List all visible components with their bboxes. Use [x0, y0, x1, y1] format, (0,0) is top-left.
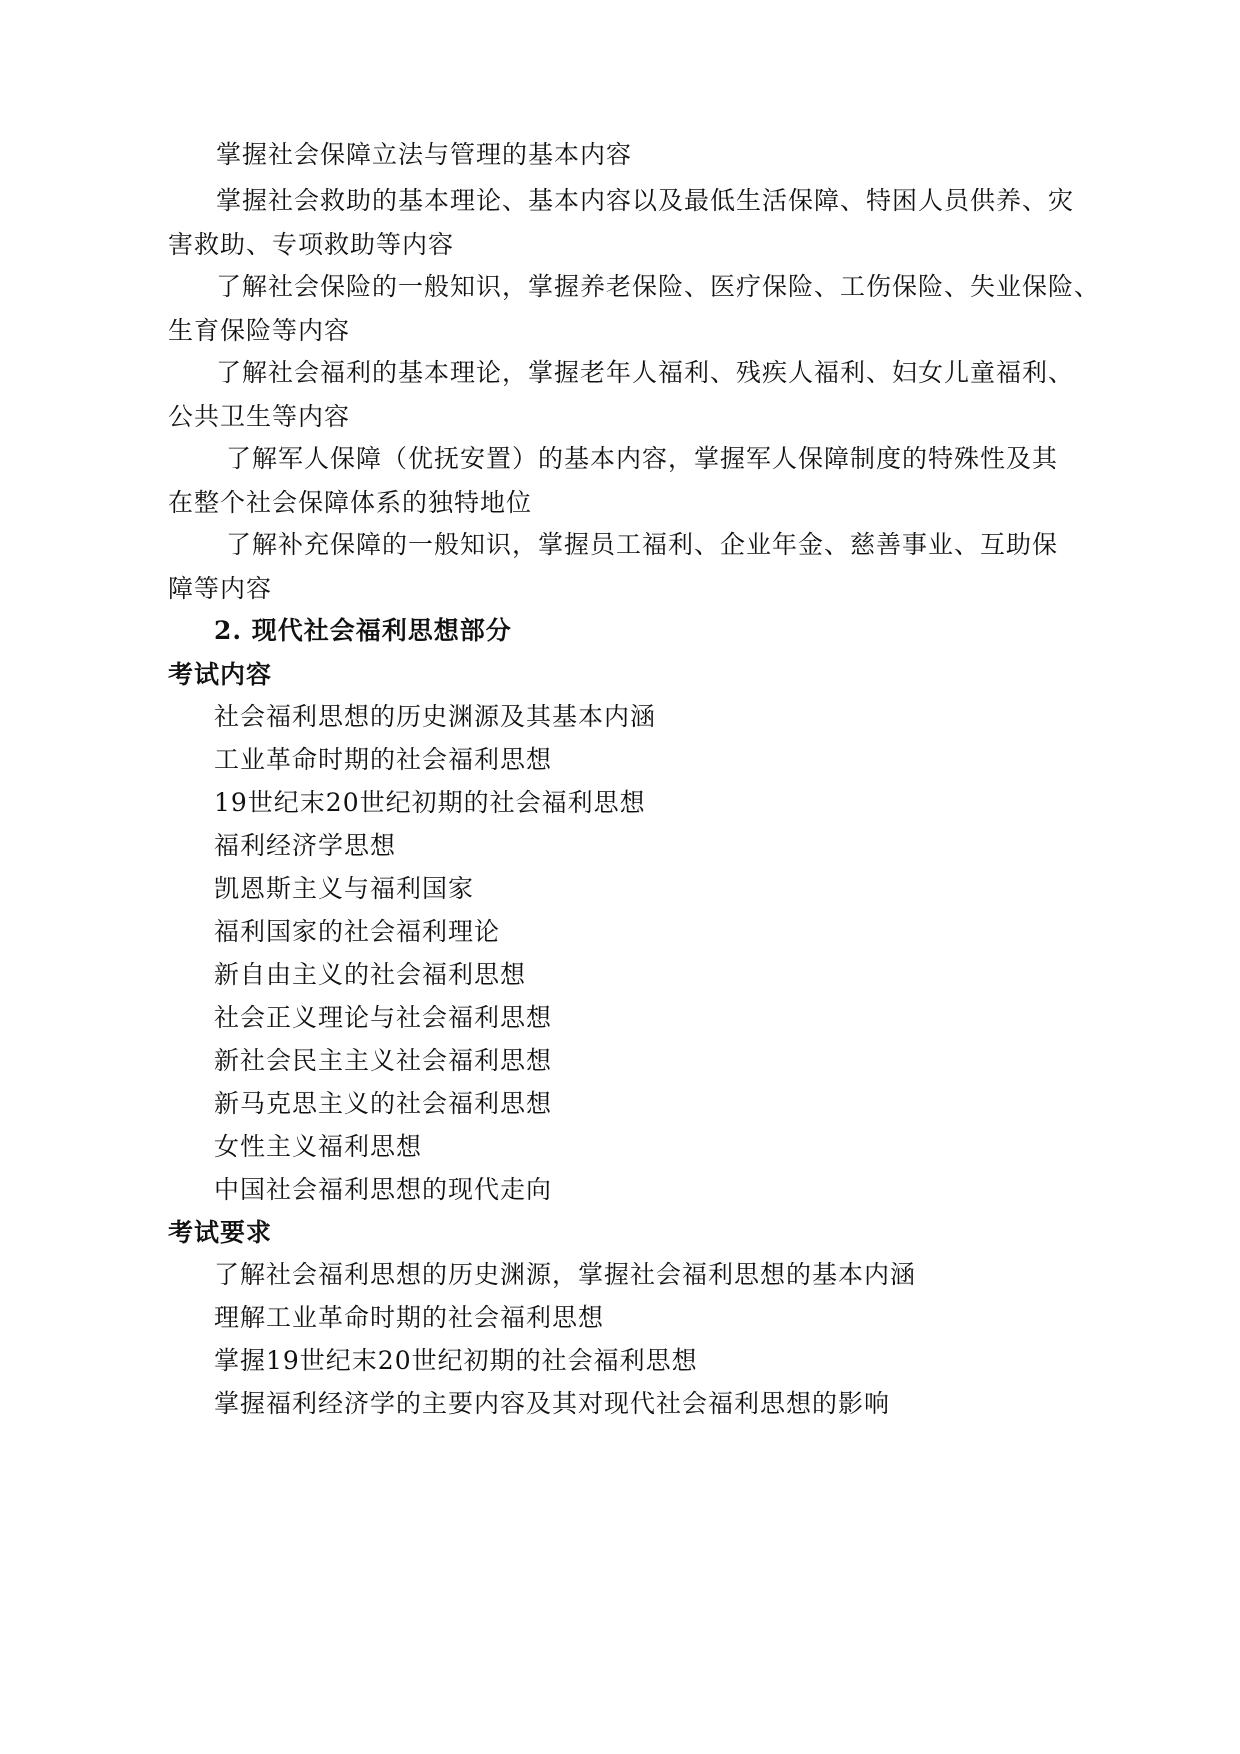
requirement-line: 掌握社会救助的基本理论、基本内容以及最低生活保障、特困人员供养、灾	[216, 186, 1075, 215]
requirement-item: 了解社会福利思想的历史渊源，掌握社会福利思想的基本内涵	[214, 1260, 917, 1289]
requirement-line-continued: 在整个社会保障体系的独特地位	[168, 488, 533, 517]
requirement-line-continued: 生育保险等内容	[168, 316, 351, 345]
content-item: 福利国家的社会福利理论	[214, 917, 501, 946]
content-item: 凯恩斯主义与福利国家	[214, 874, 475, 903]
content-item: 中国社会福利思想的现代走向	[214, 1175, 553, 1204]
section-title: 2. 现代社会福利思想部分	[214, 616, 512, 645]
content-item: 福利经济学思想	[214, 831, 397, 860]
requirement-line-continued: 公共卫生等内容	[168, 402, 351, 431]
content-item: 女性主义福利思想	[214, 1132, 423, 1161]
requirement-line: 了解军人保障（优抚安置）的基本内容，掌握军人保障制度的特殊性及其	[226, 444, 1059, 473]
content-item: 工业革命时期的社会福利思想	[214, 745, 553, 774]
content-item: 19世纪末20世纪初期的社会福利思想	[214, 788, 646, 817]
requirement-line: 了解补充保障的一般知识，掌握员工福利、企业年金、慈善事业、互助保	[226, 530, 1059, 559]
requirement-line-continued: 害救助、专项救助等内容	[168, 230, 455, 259]
content-item: 新马克思主义的社会福利思想	[214, 1089, 553, 1118]
requirement-line: 了解社会保险的一般知识，掌握养老保险、医疗保险、工伤保险、失业保险、	[216, 272, 1101, 301]
content-heading: 考试内容	[168, 660, 273, 689]
requirement-item: 理解工业革命时期的社会福利思想	[214, 1303, 605, 1332]
requirement-line: 掌握社会保障立法与管理的基本内容	[216, 140, 633, 169]
content-item: 新社会民主主义社会福利思想	[214, 1046, 553, 1075]
content-item: 社会福利思想的历史渊源及其基本内涵	[214, 702, 657, 731]
content-item: 社会正义理论与社会福利思想	[214, 1003, 553, 1032]
requirement-item: 掌握福利经济学的主要内容及其对现代社会福利思想的影响	[214, 1389, 891, 1418]
requirement-line-continued: 障等内容	[168, 574, 273, 603]
requirement-item: 掌握19世纪末20世纪初期的社会福利思想	[214, 1346, 698, 1375]
content-item: 新自由主义的社会福利思想	[214, 960, 527, 989]
requirement-heading: 考试要求	[168, 1218, 273, 1247]
requirement-line: 了解社会福利的基本理论，掌握老年人福利、残疾人福利、妇女儿童福利、	[216, 358, 1075, 387]
